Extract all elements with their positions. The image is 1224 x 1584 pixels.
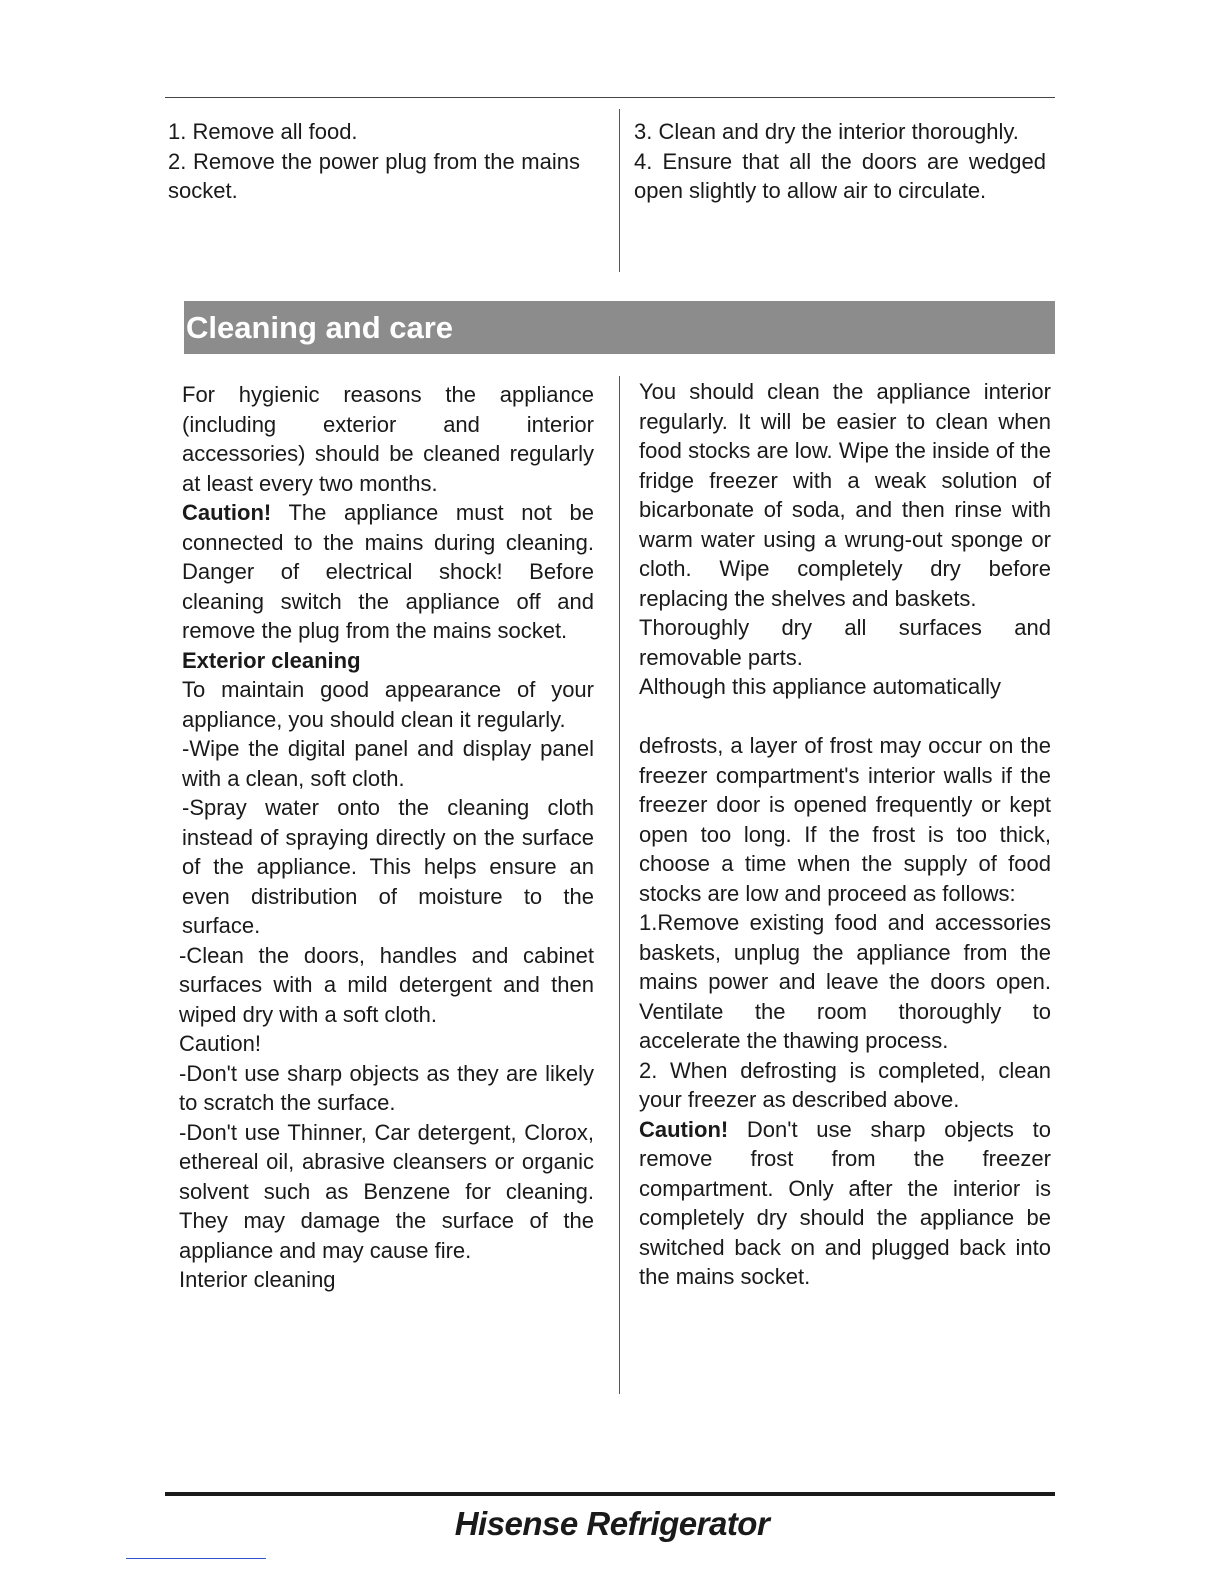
caution-label-2: Caution! — [179, 1031, 261, 1056]
footer-brand: Hisense Refrigerator — [454, 1505, 770, 1542]
exterior-paragraph-3: -Spray water onto the cleaning cloth instead of spraying directly on the surface of the appliance. This helps ensure an even distribution of moisture to the surface. — [182, 795, 594, 938]
right-column — [639, 377, 1051, 1292]
steps-right — [634, 117, 1046, 206]
warning-sharp-objects: -Don't use sharp objects as they are likely to scratch the surface. — [179, 1060, 594, 1115]
caution-label-1: Caution! — [182, 500, 272, 525]
caution-text-1: The appliance must not be connected to the mains during cleaning. Danger of electrical shock! Before cleaning switch the appliance off and remove the plug from the mains socket. — [182, 500, 594, 643]
top-rule — [165, 97, 1055, 98]
caution-paragraph-3 — [639, 1115, 1051, 1292]
interior-paragraph-2: Thoroughly dry all surfaces and removable parts. — [639, 615, 1051, 670]
defrost-paragraph: defrosts, a layer of frost may occur on the freezer compartment's interior walls if the freezer door is opened frequently or kept open too long. If the frost is too thick, choose a time when the supply of food stocks are low and proceed as follows: — [639, 733, 1051, 906]
step-2: 2. Remove the power plug from the mains socket. — [168, 148, 580, 203]
main-column-divider — [619, 376, 620, 1394]
caution-paragraph-1 — [182, 498, 594, 646]
left-column — [179, 380, 594, 1295]
caution-label-3: Caution! — [639, 1116, 729, 1142]
interior-paragraph-3: Although this appliance automatically — [639, 674, 1002, 699]
warning-solvents: -Don't use Thinner, Car detergent, Clorox, ethereal oil, abrasive cleansers or organic solvent such as Benzene for cleaning. They may damage the surface of the appliance and may cause fire. — [179, 1119, 594, 1263]
exterior-heading — [182, 646, 594, 676]
section-title: Cleaning and care — [184, 301, 1055, 354]
caution-text-3: Don't use sharp objects to remove frost from the freezer compartment. Only after the interior is completely dry should the appliance be switched back on and plugged back into the mains socket. — [639, 1116, 1051, 1289]
footer-rule — [165, 1492, 1055, 1496]
interior-paragraph-1: You should clean the appliance interior regularly. It will be easier to clean when food stocks are low. Wipe the inside of the fridge freezer with a weak solution of bicarbonate of soda, and then rinse with warm water using a wrung-out sponge or cloth. Wipe completely dry before replacing the shelves and baskets. — [639, 379, 1051, 611]
exterior-paragraph-2: -Wipe the digital panel and display panel with a clean, soft cloth. — [182, 736, 594, 791]
hygiene-paragraph: For hygienic reasons the appliance (including exterior and interior accessories) should be cleaned regularly at least every two months. — [182, 382, 594, 496]
steps-left — [168, 117, 580, 206]
step-1: 1. Remove all food. — [168, 119, 358, 144]
step-4: 4. Ensure that all the doors are wedged open slightly to allow air to circulate. — [634, 148, 1046, 203]
defrost-step-1: 1.Remove existing food and accessories baskets, unplug the appliance from the mains power and leave the doors open. Ventilate the room thoroughly to accelerate the thawing process. — [639, 910, 1051, 1053]
defrost-step-2: 2. When defrosting is completed, clean your freezer as described above. — [639, 1057, 1051, 1112]
link-underline — [126, 1558, 266, 1559]
exterior-paragraph-4: -Clean the doors, handles and cabinet surfaces with a mild detergent and then wiped dry with a soft cloth. — [179, 942, 594, 1027]
exterior-paragraph-1: To maintain good appearance of your appliance, you should clean it regularly. — [182, 677, 594, 732]
top-column-divider — [619, 109, 620, 272]
interior-heading: Interior cleaning — [179, 1267, 336, 1292]
exterior-heading-text: Exterior cleaning — [182, 647, 361, 673]
step-3: 3. Clean and dry the interior thoroughly. — [634, 119, 1019, 144]
paragraph-gap — [639, 702, 1051, 732]
